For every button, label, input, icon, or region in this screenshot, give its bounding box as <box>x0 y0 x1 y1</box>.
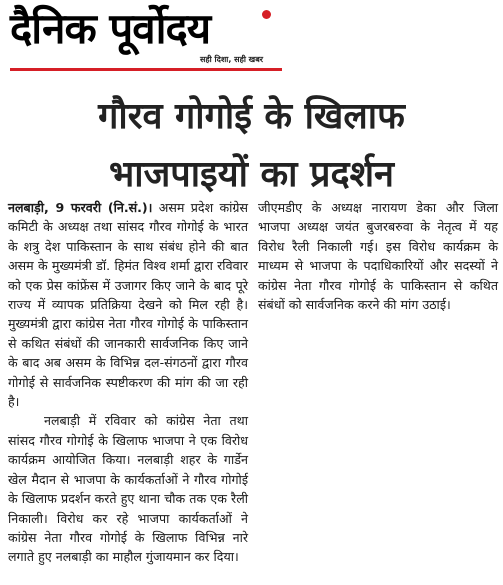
headline-line-1: गौरव गोगोई के खिलाफ <box>98 96 405 137</box>
headline <box>0 88 503 204</box>
tagline: सही दिशा, सही खबर <box>200 55 264 64</box>
article-paragraph-2-continued: जीएमडीए के अध्यक्ष नारायण डेका और जिला भाजपा अध्यक्ष जयंत बुजरबरुवा के नेतृत्व में यह विरोध रैली निकाली गई। इस विरोध कार्यक्रम के माध्यम से भाजपा के पदाधिकारियों और सदस्यों ने कांग्रेस नेता गौरव गोगोई के पाकिस्तान से कथित संबंधों को सार्वजनिक करने की मांग उठाई। <box>258 200 498 313</box>
article-paragraph-2: नलबाड़ी में रविवार को कांग्रेस नेता तथा सांसद गौरव गोगोई के खिलाफ भाजपा ने एक विरोध कार्यक्रम आयोजित किया। नलबाड़ी शहर के गार्डेन खेल मैदान से भाजपा के कार्यकर्ताओं ने गौरव गोगोई के खिलाफ प्रदर्शन करते हुए थाना चौक तक एक रैली निकाली। विरोध कर रहे भाजपा कार्यकर्ताओं ने कांग्रेस नेता गौरव गोगोई के खिलाफ विभिन्न नारे लगाते हुए नलबाड़ी का माहौल गुंजायमान कर दिया। <box>8 413 248 565</box>
article-column-left <box>8 198 248 567</box>
headline-line-2: भाजपाइयों का प्रदर्शन <box>108 154 395 195</box>
paragraph-1-text: असम प्रदेश कांग्रेस कमिटी के अध्यक्ष तथा सांसद गौरव गोगोई के भारत के शत्रु देश पाकिस्तान के साथ संबंध होने की बात असम के मुख्यमंत्री डॉ. हिमंत विश्व शर्मा द्वारा रविवार को एक प्रेस कांफ्रेंस में उजागर किए जाने के बाद पूरे राज्य में व्यापक प्रतिक्रिया देखने को मिल रही है। मुख्यमंत्री द्वारा कांग्रेस नेता गौरव गोगोई के पाकिस्तान से कथित संबंधों की जानकारी सार्वजनिक किए जाने के बाद अब असम के विभिन्न दल-संगठनों द्वारा गौरव गोगोई से सार्वजनिक स्पष्टीकरण की मांग की जा रही है। <box>8 200 249 410</box>
masthead <box>0 0 503 80</box>
article-column-right <box>258 198 498 314</box>
logo-red-dot <box>262 10 271 19</box>
dateline: नलबाड़ी, 9 फरवरी (नि.सं.)। <box>8 200 153 215</box>
newspaper-logo: दैनिक पूर्वोदय <box>10 4 211 53</box>
article-paragraph-1 <box>8 198 248 411</box>
logo-underline <box>10 68 282 71</box>
